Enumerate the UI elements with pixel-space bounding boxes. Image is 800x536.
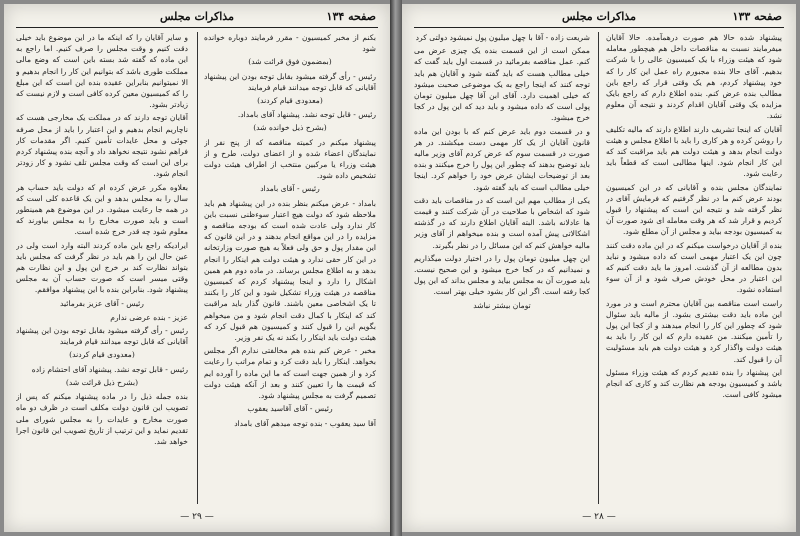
paragraph: بامداد - عرض میکنم بنظر بنده در این پیشنهاد هم باید ملاحظه شود که دولت هیچ اعتبار سوءظنی نسبت باین کار ندارد ولی عادت شده است که بودجه مناقصه و مزایده را در این مواقع انجام بدهند و در این قانون که این مقدار پول و حق ولی فعلاً به هیچ صورت وزارتخانه در این کار حقی ندارد و هیئت دولت هم اینکار را انجام بدهد و به اطلاع مجلس برساند. در ماده دوم هم همین اشکال را دارد و اینجا پیشنهاد کردم که کمیسیون مناقصه در هیئت وزراء تشکیل شود و این کار را بکنند تا یک اشخاصی معین باشند. قانون گذار باید مراقبت کند که اینکار با کمال دقت انجام شود و من میخواهم بگویم این را قبول کنند و کمیسیون هم قبول کرد که هیئت دولت باید اینکار را بکند نه یک نفر وزیر. <box>204 198 376 343</box>
paragraph: بنده از آقایان درخواست میکنم که در این ماده دقت کنند چون این یک اعتبار مهمی است که داده میشود و نباید بدون مطالعه از آن گذشت. امروز ما باید دقت کنیم که این اعتبار در محل خودش صرف شود و از آن سوء استفاده نشود. <box>606 240 782 295</box>
paragraph: (معدودی قیام کردند) <box>69 350 135 360</box>
left-page-title: مذاکرات مجلس <box>160 10 234 23</box>
paragraph: ایرادیکه راجع باین ماده کردند البته وارد است ولی در عین حال این را هم باید در نظر گرفت که مجلس باید بتواند نظارت کند بر خرج این پول و این نظارت هم وقتی میسر است که صورت حساب آن به مجلس پیشنهاد شود. بنابراین بنده با این پیشنهاد موافقم. <box>16 240 188 295</box>
paragraph: نمایندگان مجلس بنده و آقایانی که در این کمیسیون بودند عرض کنم ما در نظر گرفتیم که فرمایش آقای در نظر گرفته شد و نتیجه این است که پیشنهاد را قبول کردیم و قرار شد که هر وقت معامله ای شود صورت آن به کمیسیون بودجه بیاید و مجلس از آن مطلع شود. <box>606 182 782 237</box>
paragraph: یکی از مطالب مهم این است که در مناقصات باید دقت شود که اشخاص با صلاحیت در آن شرکت کنند و قیمت ها عادلانه باشد. البته آقایان اطلاع دارند که در گذشته اشکالاتی پیش آمده است و بنده میخواهم از آقای وزیر مالیه خواهش کنم که این مسائل را در نظر بگیرند. <box>414 195 590 250</box>
right-page-column-right <box>606 32 782 504</box>
paragraph: مخبر - عرض کنم بنده هم مخالفتی ندارم اگر مجلس بخواهد. اینکار را باید دقت کرد و تمام مراتب را رعایت کرد و از همین جهت است که ما این ماده را آورده ایم که قیمت ها را تعیین کنند و بعد از آنکه هیئت دولت تصمیم گرفت به مجلس پیشنهاد شود. <box>204 346 376 401</box>
right-page <box>402 4 796 532</box>
paragraph: رئیس - قابل توجه نشد. پیشنهاد آقای احتشام زاده <box>31 364 188 374</box>
right-column-divider <box>598 32 599 504</box>
left-page <box>4 4 390 532</box>
paragraph: ممکن است از این قسمت بنده یک چیزی عرض می کنم. عمل مناقصه بفرمائید در قسمت اول باید گفت که خیلی مطالب هست که باید گفته شود و آقایان هم باید توجه کنند که اینجا راجع به یک موضوعی صحبت میشود که خیلی اهمیت دارد. آقای ابن آقا چهل میلیون تومان پولی است که داده میشود و باید دید که این پول در کجا خرج میشود. <box>414 46 590 123</box>
right-page-column-left <box>414 32 590 504</box>
paragraph: رئیس - قابل توجه نشد. پیشنهاد آقای بامداد. <box>237 110 376 120</box>
paragraph: رئیس - آقای عزیز بفرمائید <box>60 298 144 308</box>
paragraph: پیشنهاد میکنم در کمیته مناقصه که از پنج نفر از نمایندگان اعضاء شده و از اعضای دولت، طرح و از هیئت وزراء یا مرکبین منتخب از اطراف هیئت دولت تشخیص داده شود. <box>204 137 376 181</box>
paragraph: عزیز - بنده عرضی ندارم <box>110 312 188 322</box>
right-page-title: مذاکرات مجلس <box>562 10 636 23</box>
right-header-rule <box>414 27 784 28</box>
paragraph: (معدودی قیام کردند) <box>257 96 323 106</box>
paragraph: آقایان که اینجا تشریف دارند اطلاع دارند که مالیه تکلیف را روشن کرده و هر کاری را باید با اطلاع مجلس و هیئت دولت انجام بدهد و هیئت دولت هم باید مراقبت کند که این کار انجام شود. اینها مطالبی است که قطعاً باید رعایت شود. <box>606 124 782 179</box>
paragraph: آقا سید یعقوب - بنده توجه میدهم آقای بامداد <box>234 418 376 428</box>
paragraph: راست است مناقصه بین آقایان محترم است و در مورد این ماده باید دقت بیشتری بشود. از مالیه باید سئوال شود که چطور این کار را انجام میدهند و از کجا این پول را تأمین میکنند. من عقیده دارم که این کار را باید به هیئت دولت واگذار کرد و هیئت دولت هم باید مسئولیت آن را قبول کند. <box>606 298 782 364</box>
left-page-column-left <box>16 32 188 504</box>
left-page-header <box>18 10 376 26</box>
right-page-footer: — ۲۸ — <box>582 512 616 522</box>
right-page-header <box>416 10 782 26</box>
paragraph: این پیشنهاد را بنده تقدیم کردم که هیئت وزراء مسئول باشد و کمیسیون بودجه هم نظارت کند و کاری که انجام میشود کافی است. <box>606 367 782 400</box>
paragraph: پیشنهاد شده حالا هم صورت درهمآمده. حالا آقایان میفرمایند نسبت به مناقصات داخل هم هیچطور معامله شود که هیئت وزراء با یک کمیسیون عالی را با شرکت بدهیم. آقای حالا بنده مجبورم راه عمل این کار را که خود پیشنهاد کردم، هم یک وقتی قرار که راجع باین مطالب بنده عرض کنم. بنده اطلاع دارم که راجع بایک مزایده یک وقتی آقایان اقدام کردند و نتیجه آن معلوم نشد. <box>606 33 782 121</box>
paragraph: تومان بیشتر نباشد <box>473 300 531 310</box>
paragraph: بکنم از مخبر کمیسیون - مقرر فرمایند دوباره خوانده شود <box>204 33 376 54</box>
paragraph: شریعت زاده - آقا با چهل میلیون پول نمیشود دولتی کرد <box>415 33 590 42</box>
right-page-number: صفحه ۱۳۳ <box>732 10 782 23</box>
paragraph: (بشرح ذیل خوانده شد) <box>253 123 327 133</box>
left-column-divider <box>197 32 198 504</box>
left-page-number: صفحه ۱۳۴ <box>326 10 376 23</box>
book-gutter <box>390 0 402 536</box>
paragraph: (بمضمون فوق قرائت شد) <box>248 57 332 67</box>
paragraph: رئیس - آقای بامداد <box>260 184 320 194</box>
paragraph: آقایان توجه دارند که در مملکت یک مخارجی هست که ناچاریم انجام بدهیم و این اعتبار را باید از محل صرفه جوئی و محل عایدات تأمین کنیم. اگر مقدمات کار فراهم نشود نتیجه نخواهد داد و آنچه بنده پیشنهاد کردم برای این است که وقت مجلس تلف نشود و کار زودتر انجام شود. <box>16 113 188 179</box>
paragraph: این چهل میلیون تومان پول را در اختیار دولت میگذاریم و نمیدانیم که در کجا خرج میشود و این صحیح نیست. باید صورت آن به مجلس بیاید و مجلس بداند که این پول کجا رفته است. اگر این کار بشود خیلی بهتر است. <box>414 253 590 297</box>
paragraph: رئیس - رأی گرفته میشود بقابل توجه بودن این پیشنهاد آقایانی که قابل توجه میدانند قیام فرمایند <box>204 71 376 92</box>
left-page-column-right <box>204 32 376 504</box>
paragraph: رئیس - آقای آقاسید یعقوب <box>247 404 333 414</box>
left-header-rule <box>16 27 378 28</box>
paragraph: بعلاوه مکرر عرض کرده ام که دولت باید حساب هر سال را به مجلس بدهد و این یک قاعده کلی است که در همه جا رعایت میشود. در این موضوع هم همینطور است و باید صورت مخارج را به مجلس بیاورند که معلوم شود چه قدر خرج شده است. <box>16 182 188 237</box>
paragraph: بنده جمله ذیل را در ماده پیشنهاد میکنم که پس از تصویب این قانون دولت مکلف است در ظرف دو ماه صورت مخارج و عایدات را به مجلس شورای ملی تقدیم نماید و این ترتیب از تاریخ تصویب این قانون اجرا خواهد شد. <box>16 392 188 446</box>
paragraph: (بشرح ذیل قرائت شد) <box>65 377 139 387</box>
paragraph: و در قسمت دوم باید عرض کنم که با بودن این ماده قانون آقایان از یک کار مهمی دست میکشند. در هر صورت در قسمت سوم که عرض کردم آقای وزیر مالیه باید توضیح بدهند که چطور این پول را خرج میکنند و بنده بعد از توضیحات ایشان عرض خود را خواهم کرد. اینجا خیلی مطالب است که باید گفته شود. <box>414 126 590 192</box>
left-page-footer: — ۲۹ — <box>180 512 214 522</box>
paragraph: و سایر آقایان را که اینکه ما در این موضوع باید خیلی دقت کنیم و وقت مجلس را صرف کنیم. اما راجع به این ماده که گفته شد بسته باین است که وضع مالی مملکت طوری باشد که بتوانیم این کار را انجام بدهیم و الا نمیتوانیم بنابراین عقیده بنده این است که این مبلغ را که کمیسیون معین کرده کافی است و لازم نیست که زیادتر بشود. <box>16 33 188 110</box>
paragraph: رئیس - رأی گرفته میشود بقابل توجه بودن این پیشنهاد آقایانی که قابل توجه میدانند قیام فرمایند <box>16 326 188 347</box>
